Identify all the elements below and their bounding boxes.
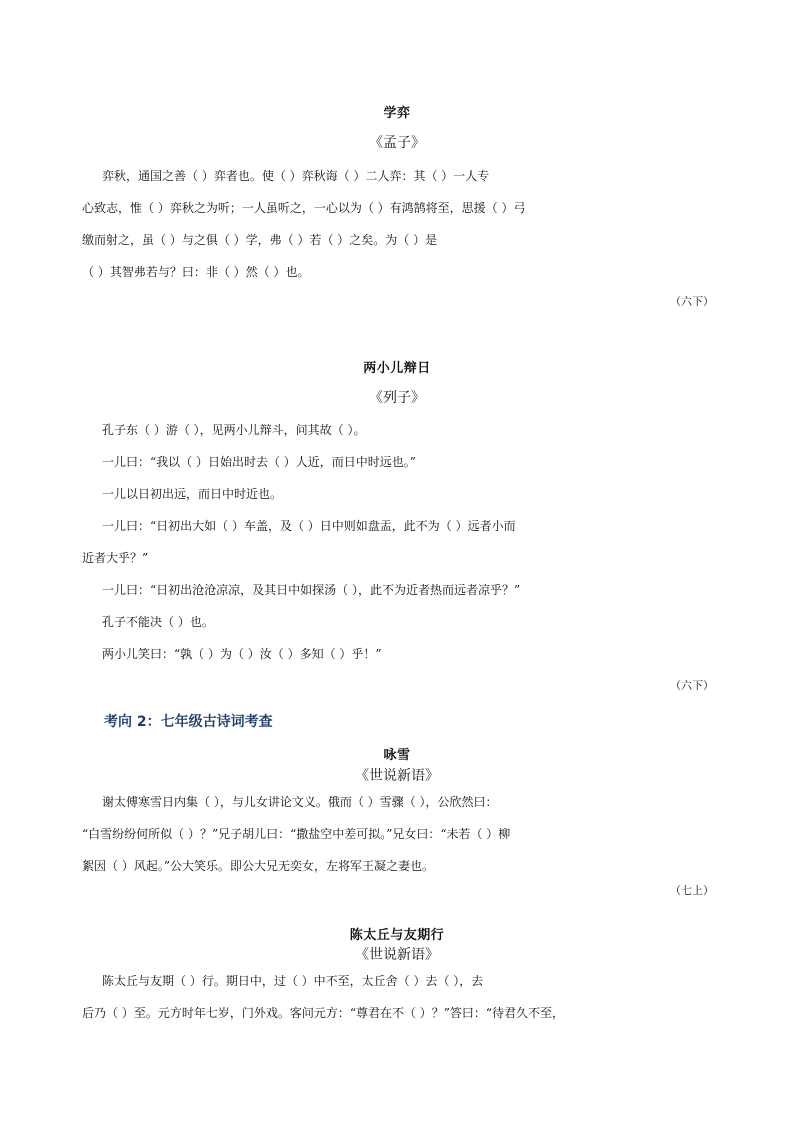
passage-line: 一儿曰：“我以（ ）日始出时去（ ）人近，而日中时远也。”: [102, 455, 416, 469]
grade-label: （六下）: [670, 679, 714, 692]
passage-line: 缴而射之，虽（ ）与之俱（ ）学，弗（ ）若（ ）之矣。为（ ）是: [82, 233, 438, 247]
passage-line: “白雪纷纷何所似（ ）？”兄子胡儿曰：“撒盐空中差可拟。”兄女曰：“未若（ ）柳: [82, 827, 511, 841]
passage-title-chentaiqiu: 陈太丘与友期行: [349, 928, 445, 943]
passage-author-chentaiqiu: 《世说新语》: [355, 947, 439, 963]
passage-line: 孔子不能决（ ）也。: [102, 615, 214, 629]
passage-line: 谢太傅寒雪日内集（ ），与儿女讲论文义。俄而（ ）雪骤（ ），公欣然曰：: [102, 795, 498, 809]
passage-line: 心致志，惟（ ）弈秋之为听；一人虽听之，一心以为（ ）有鸿鹄将至，思援（ ）弓: [82, 201, 526, 215]
passage-line: 孔子东（ ）游（ ），见两小儿辩斗，问其故（ ）。: [102, 423, 366, 437]
passage-line: 弈秋，通国之善（ ）弈者也。使（ ）弈秋诲（ ）二人弈：其（ ）一人专: [102, 169, 490, 183]
grade-label: （七上）: [670, 884, 714, 897]
passage-line: 一儿以日初出远，而日中时近也。: [102, 487, 283, 501]
grade-label: （六下）: [670, 295, 714, 308]
passage-line: 近者大乎？”: [82, 551, 149, 565]
passage-line: 一儿曰：“日初出沧沧凉凉，及其日中如探汤（ ），此不为近者热而远者凉乎？”: [102, 583, 521, 597]
passage-line: 后乃（ ）至。元方时年七岁，门外戏。客问元方：“尊君在不（ ）？”答曰：“待君久不至，: [82, 1006, 565, 1020]
passage-line: 絮因（ ）风起。”公大笑乐。即公大兄无奕女，左将军王凝之妻也。: [82, 859, 434, 873]
passage-title-yongxue: 咏雪: [383, 748, 411, 763]
passage-line: 两小儿笑曰：“孰（ ）为（ ）汝（ ）多知（ ）乎！”: [102, 647, 382, 661]
section-heading: 考向 2：七年级古诗词考查: [104, 714, 273, 730]
passage-line: 一儿曰：“日初出大如（ ）车盖，及（ ）日中则如盘盂，此不为（ ）远者小而: [102, 519, 516, 533]
passage-author-liangxiaoer: 《列子》: [369, 390, 425, 406]
passage-title-xueyi: 学弈: [383, 106, 411, 121]
passage-author-yongxue: 《世说新语》: [355, 768, 439, 784]
passage-author-xueyi: 《孟子》: [369, 135, 425, 151]
passage-line: 陈太丘与友期（ ）行。期日中，过（ ）中不至，太丘舍（ ）去（ ），去: [102, 974, 484, 988]
passage-line: （ ）其智弗若与？曰：非（ ）然（ ）也。: [82, 265, 310, 279]
passage-title-liangxiaoer: 两小儿辩日: [363, 361, 431, 376]
